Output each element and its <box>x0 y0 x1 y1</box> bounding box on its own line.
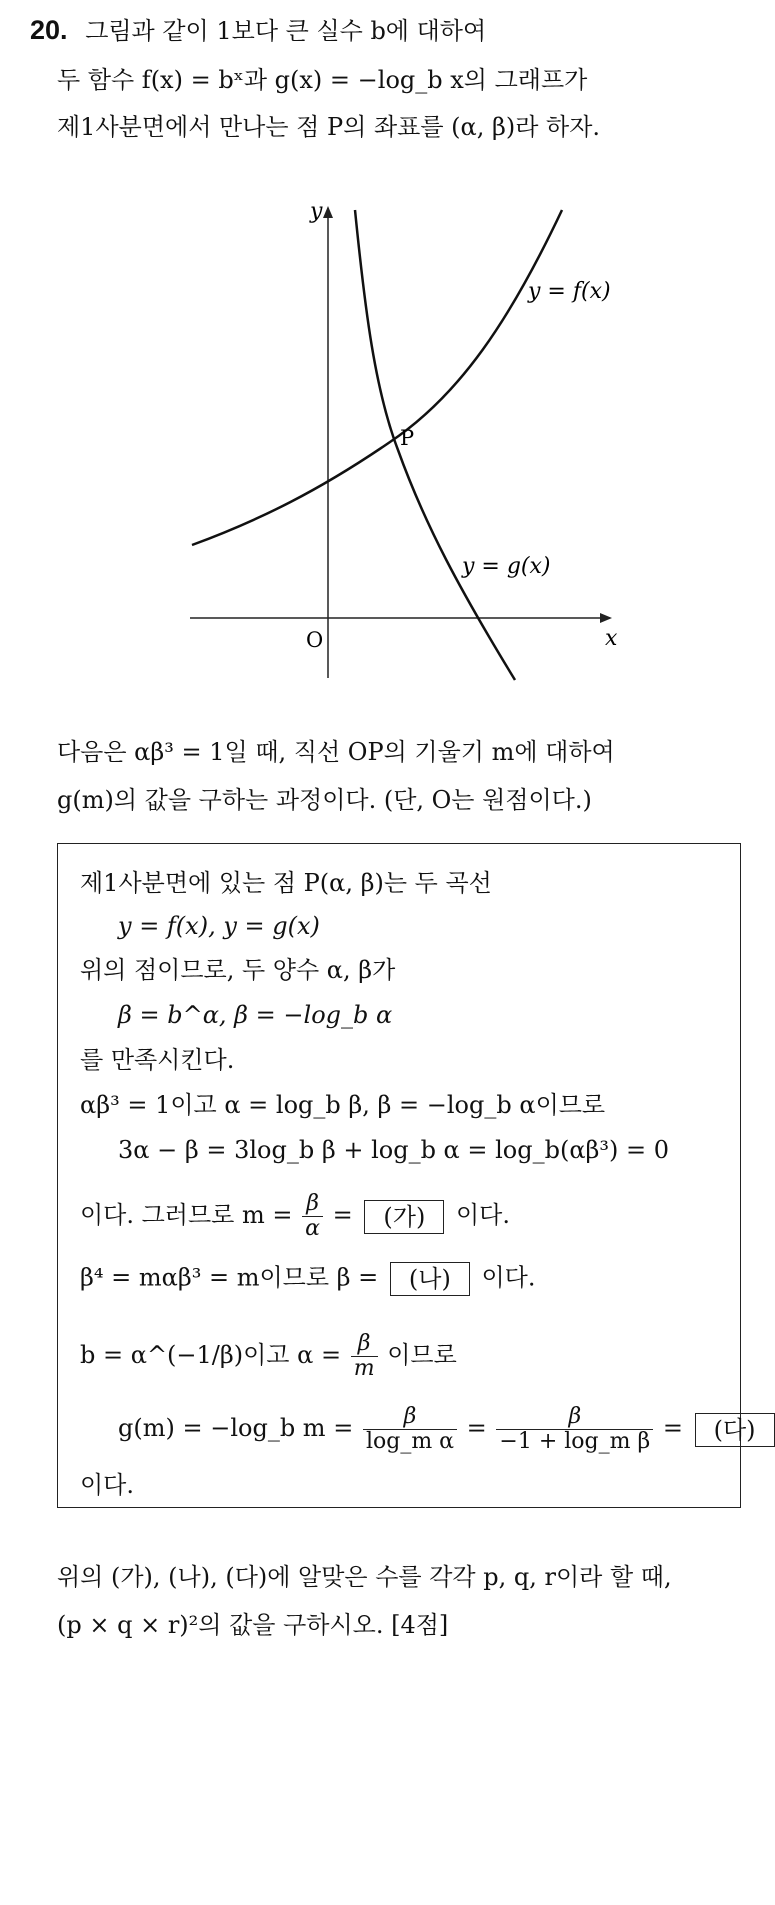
fraction-numerator: β <box>302 1192 323 1217</box>
y-axis-arrow <box>323 206 333 218</box>
fraction-denominator: −1 + log_m β <box>499 1429 651 1454</box>
blank-da: (다) <box>695 1413 775 1447</box>
y-axis-label: y <box>310 199 323 224</box>
problem-intro-line-1 <box>30 15 486 46</box>
line11-pre: g(m) = −log_b m = <box>118 1414 354 1442</box>
solution-line-9 <box>80 1262 535 1296</box>
description-line-1: 다음은 αβ³ = 1일 때, 직선 OP의 기울기 m에 대하여 <box>57 738 615 766</box>
question-line-1: 위의 (가), (나), (다)에 알맞은 수를 각각 p, q, r이라 할 때, <box>57 1563 672 1591</box>
intro-text-1: 그림과 같이 1보다 큰 실수 b에 대하여 <box>85 17 487 45</box>
line10-post: 이므로 <box>387 1341 457 1369</box>
equals-sign: = <box>662 1414 683 1442</box>
solution-line-6: αβ³ = 1이고 α = log_b β, β = −log_b α이므로 <box>80 1091 606 1119</box>
line8-pre: 이다. 그러므로 m = <box>80 1201 293 1229</box>
description-line-2: g(m)의 값을 구하는 과정이다. (단, O는 원점이다.) <box>57 786 592 814</box>
x-axis-arrow <box>600 613 612 623</box>
problem-intro-line-3: 제1사분면에서 만나는 점 P의 좌표를 (α, β)라 하자. <box>57 113 601 141</box>
fraction-beta-over-m <box>351 1332 378 1381</box>
fraction-denominator: log_m α <box>365 1429 455 1454</box>
line8-post: 이다. <box>455 1201 510 1229</box>
line9-pre: β⁴ = mαβ³ = m이므로 β = <box>80 1263 379 1292</box>
f-curve-label: y = f(x) <box>528 279 611 304</box>
fraction-denominator: α <box>305 1216 320 1241</box>
solution-line-8 <box>80 1187 510 1243</box>
fraction-numerator: β <box>351 1332 378 1357</box>
solution-line-10 <box>80 1325 457 1385</box>
solution-line-5: 를 만족시킨다. <box>80 1046 235 1074</box>
x-axis-label: x <box>605 626 618 651</box>
curve-g <box>355 210 515 680</box>
fraction-beta-over-log-beta <box>496 1405 653 1454</box>
fraction-beta-over-log-alpha <box>363 1405 457 1454</box>
fraction-numerator: β <box>363 1405 457 1430</box>
line10-pre: b = α^(−1/β)이고 α = <box>80 1341 342 1369</box>
solution-line-4: β = b^α, β = −log_b α <box>118 1001 393 1029</box>
solution-line-11 <box>118 1398 775 1458</box>
question-number: 20. <box>30 15 68 45</box>
function-graph <box>180 190 630 690</box>
g-curve-label: y = g(x) <box>462 554 551 579</box>
equals-sign: = <box>466 1414 487 1442</box>
solution-line-1: 제1사분면에 있는 점 P(α, β)는 두 곡선 <box>80 869 492 897</box>
line9-post: 이다. <box>481 1263 536 1292</box>
solution-line-2: y = f(x), y = g(x) <box>118 912 320 940</box>
fraction-beta-over-alpha <box>302 1192 323 1241</box>
equals-sign: = <box>332 1201 353 1229</box>
fraction-numerator: β <box>496 1405 653 1430</box>
problem-intro-line-2: 두 함수 f(x) = bˣ과 g(x) = −log_b x의 그래프가 <box>57 66 588 94</box>
origin-label: O <box>306 628 324 652</box>
solution-line-7: 3α − β = 3log_b β + log_b α = log_b(αβ³) = 0 <box>118 1136 670 1164</box>
question-line-2: (p × q × r)²의 값을 구하시오. [4점] <box>57 1611 449 1639</box>
point-p-label: P <box>400 426 415 450</box>
solution-line-3: 위의 점이므로, 두 양수 α, β가 <box>80 956 396 984</box>
fraction-denominator: m <box>353 1356 375 1381</box>
solution-line-12: 이다. <box>80 1471 134 1499</box>
blank-ga: (가) <box>364 1200 444 1234</box>
blank-na: (나) <box>390 1262 470 1296</box>
